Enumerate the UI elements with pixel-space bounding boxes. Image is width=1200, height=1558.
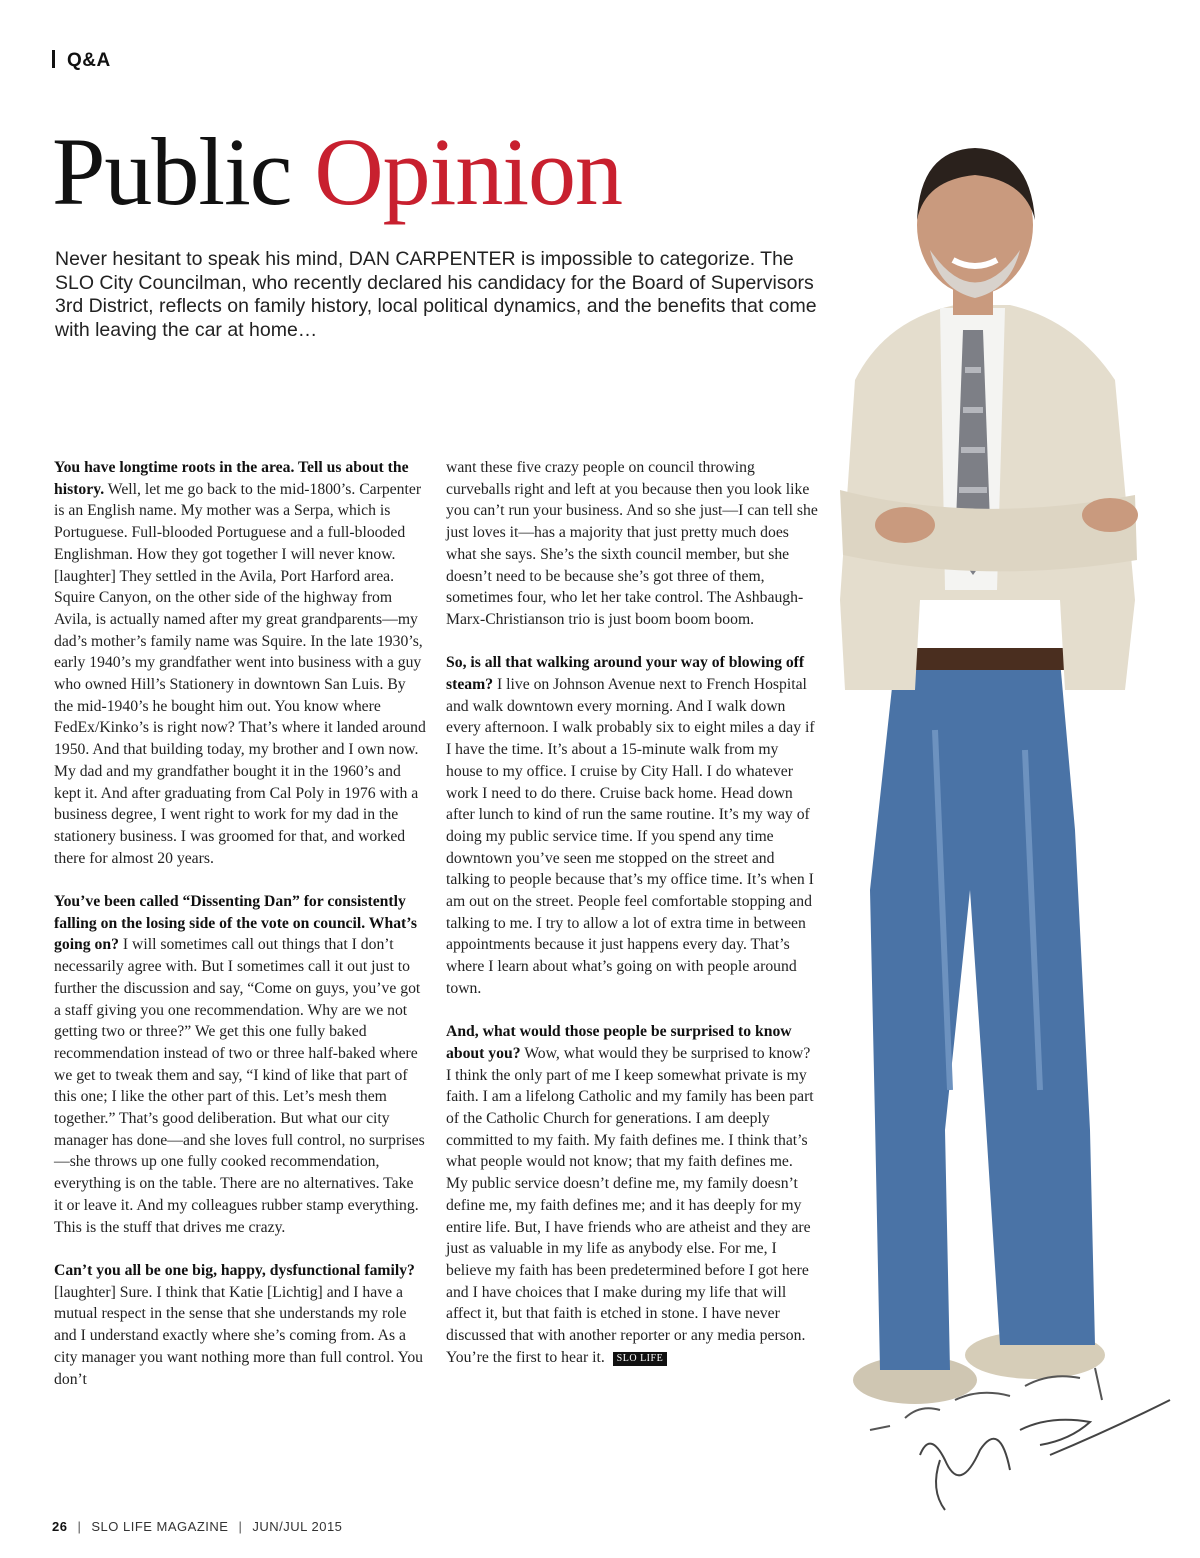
- qa-item: [54, 891, 426, 1238]
- section-tag: [52, 50, 111, 72]
- question: You’ve been called “Dissenting Dan” for consistently falling on the losing side of the vote on council. What’s going on?: [54, 893, 418, 954]
- article-column-left: [54, 457, 426, 1412]
- qa-item: [446, 652, 818, 999]
- answer: Wow, what would they be surprised to know? I think the only part of me I keep somewhat private is my faith. I am a lifelong Catholic and my family has been part of the Catholic Church for generations. I am deeply committed to my faith. My faith defines me. I think that’s what people would not know; that my faith defines me. My public service doesn’t define me, my family doesn’t define me, my faith defines me; and it has deeply for my entire life. But, I have friends who are atheist and they are just as valuable in my life as anybody else. For me, I believe my faith has been predetermined before I got here and I have choices that I make during my life that will affect it, but that faith is etched in stone. I have never discussed that with another reporter or any media person. You’re the first to hear it.: [446, 1044, 814, 1366]
- article-column-right: [446, 457, 818, 1390]
- deck-intro: Never hesitant to speak his mind, DAN CARPENTER is impossible to categorize. The SLO City Councilman, who recently declared his candidacy for the Board of Supervisors 3rd District, reflects on family history, local political dynamics, and the benefits that come with leaving the car at home…: [55, 248, 817, 341]
- answer: Well, let me go back to the mid-1800’s. Carpenter is an English name. My mother was a Serpa, which is Portuguese. Full-blooded Portuguese and a full-blooded Englishman. How they got together I will never know. [laughter] They settled in the Avila, Port Harford area. Squire Canyon, on the other side of the highway from Avila, is actually named after my great grandparents—my dad’s mother’s family name was Squire. In the late 1930’s, early 1940’s my grandfather went into business with a guy who owned Hill’s Stationery in downtown San Luis. By the mid-1940’s he bought him out. You know where FedEx/Kinko’s is right now? That’s where it landed around 1950. And that building today, my brother and I own now. My dad and my grandfather bought it in the 1960’s and kept it. And after graduating from Cal Poly in 1976 with a business degree, I went right to work for my dad in the stationery business. I was groomed for that, and worked there for almost 20 years.: [54, 480, 426, 867]
- belt: [895, 648, 1065, 670]
- qa-item: [446, 1021, 818, 1368]
- page-footer: [52, 1519, 342, 1534]
- footer-separator: |: [77, 1519, 82, 1534]
- portrait-photo: [825, 130, 1200, 1460]
- answer: [laughter] Sure. I think that Katie [Lichtig] and I have a mutual respect in the sense that she understands my role and I understand exactly where she’s coming from. As a city manager you want nothing more than full control. You don’t: [54, 1283, 424, 1388]
- answer: I live on Johnson Avenue next to French Hospital and walk downtown every morning. And I walk down every afternoon. I walk probably six to eight miles a day if I have the time. It’s about a 15-minute walk from my house to my office. I cruise by City Hall. I do whatever work I need to do there. Cruise back home. Head down after lunch to kind of run the same routine. It’s my way of doing my public service time. If you spend any time downtown you’ve seen me stopped on the street and talking to people because that’s my office time. It’s when I am out on the street. People feel comfortable stopping and talking to me. I try to allow a lot of extra time in between appointments because it just happens every day. That’s where I learn about what’s going on with people around town.: [446, 676, 815, 997]
- end-mark: SLO LIFE: [613, 1352, 668, 1366]
- section-tag-label: Q&A: [67, 50, 111, 71]
- page-number: 26: [52, 1519, 68, 1534]
- section-tag-bar: [52, 50, 55, 68]
- question: You have longtime roots in the area. Tell us about the history.: [54, 459, 409, 498]
- question: So, is all that walking around your way of blowing off steam?: [446, 654, 805, 694]
- magazine-name: SLO LIFE MAGAZINE: [91, 1519, 229, 1534]
- hand-left: [875, 507, 935, 543]
- qa-item: [54, 457, 426, 869]
- issue-date: JUN/JUL 2015: [252, 1519, 343, 1534]
- footer-separator: |: [238, 1519, 243, 1534]
- headline-part2: Opinion: [314, 118, 623, 225]
- jeans: [870, 660, 1095, 1370]
- headline-part1: Public: [52, 118, 292, 225]
- qa-item: [54, 1260, 426, 1390]
- question: And, what would those people be surprised to know about you?: [446, 1023, 792, 1062]
- headline: [52, 118, 623, 225]
- signature: [850, 1360, 1180, 1520]
- question: Can’t you all be one big, happy, dysfunctional family?: [54, 1261, 415, 1279]
- answer: I will sometimes call out things that I don’t necessarily agree with. But I sometimes call it out just to further the discussion and say, “Come on guys, you’ve got a staff giving you one recommendation. Why are we not getting two or three?” We get this one fully baked recommendation instead of two or three half-baked where we get to tweak them and say, “I kind of like that part of this one; I like the other part of this. Let’s mesh them together.” That’s good deliberation. But what our city manager has done—and she loves full control, no surprises—she throws up one fully cooked recommendation, everything is on the table. There are no alternatives. Take it or leave it. And my colleagues rubber stamp everything. This is the stuff that drives me crazy.: [54, 936, 425, 1236]
- answer-continuation: want these five crazy people on council throwing curveballs right and left at you because then you look like you can’t run your business. And so she just—I can tell she just loves it—has a majority that just pretty much does what she says. She’s the sixth council member, but she doesn’t need to be because she’s got three of them, sometimes four, who let her take control. The Ashbaugh-Marx-Christianson trio is just boom boom boom.: [446, 459, 818, 628]
- hand-right: [1082, 498, 1138, 532]
